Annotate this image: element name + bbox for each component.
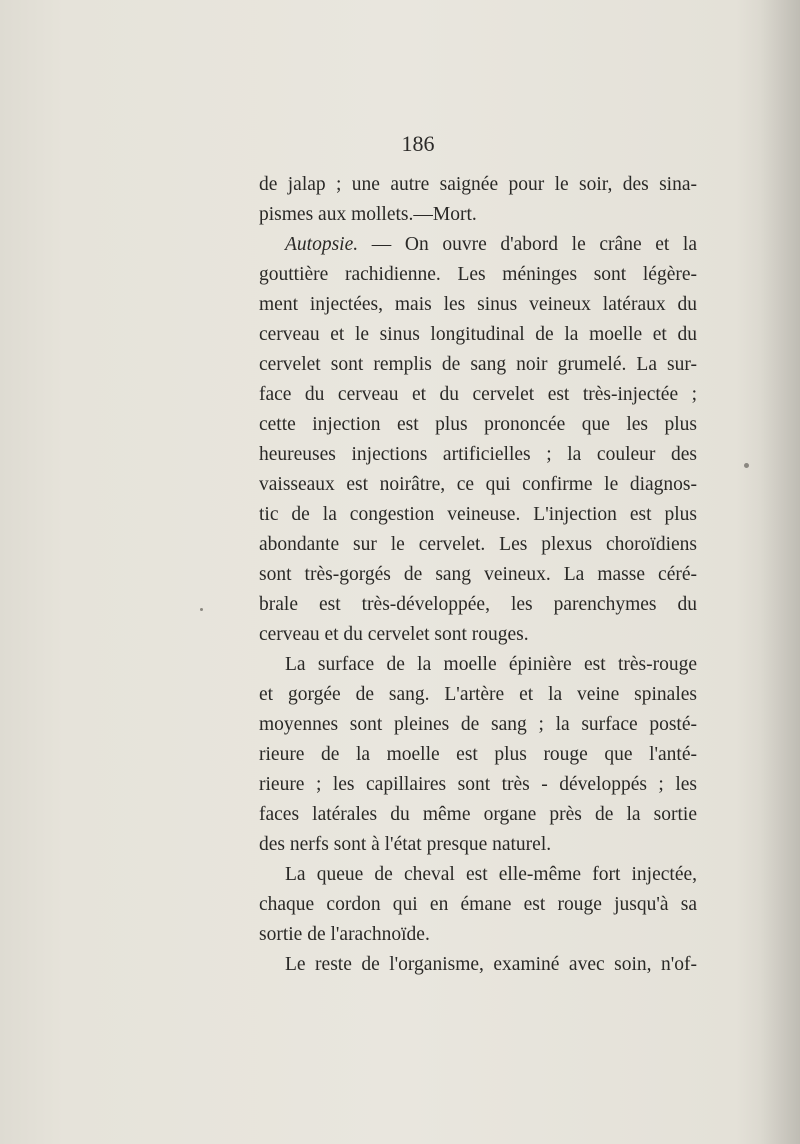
- text-line: Le reste de l'organisme, examiné avec soin, n'of-: [285, 954, 697, 975]
- text-line: abondante sur le cervelet. Les plexus choroïdiens: [259, 534, 697, 555]
- text-line: cerveau et du cervelet sont rouges.: [259, 624, 529, 645]
- text-line: heureuses injections artificielles ; la couleur des: [259, 444, 697, 465]
- page-number: 186: [401, 131, 435, 156]
- paper-speck: [200, 608, 203, 611]
- page-edge-shadow: [760, 0, 800, 1144]
- text-line: faces latérales du même organe près de la sortie: [259, 804, 697, 825]
- text-line: cervelet sont remplis de sang noir grumelé. La sur-: [259, 354, 697, 375]
- text-line: La surface de la moelle épinière est très-rouge: [285, 654, 697, 675]
- text-line: cette injection est plus prononcée que les plus: [259, 414, 697, 435]
- text-line: face du cerveau et du cervelet est très-injectée ;: [259, 384, 697, 405]
- text-line: pismes aux mollets.—Mort.: [259, 204, 477, 225]
- text-line: des nerfs sont à l'état presque naturel.: [259, 834, 552, 855]
- text-line: de jalap ; une autre saignée pour le soir, des sina-: [259, 174, 697, 195]
- text-line: brale est très-développée, les parenchymes du: [259, 594, 697, 615]
- text-line: rieure ; les capillaires sont très - développés ; les: [259, 774, 697, 795]
- text-line: La queue de cheval est elle-même fort injectée,: [285, 864, 697, 885]
- text-line: sortie de l'arachnoïde.: [259, 924, 430, 945]
- text-line: vaisseaux est noirâtre, ce qui confirme le diagnos-: [259, 474, 697, 495]
- autopsie-heading: Autopsie.: [285, 234, 359, 255]
- text-line: chaque cordon qui en émane est rouge jusqu'à sa: [259, 894, 697, 915]
- text-line: gouttière rachidienne. Les méninges sont légère-: [259, 264, 697, 285]
- body-text: [259, 170, 697, 980]
- text-line: rieure de la moelle est plus rouge que l'anté-: [259, 744, 697, 765]
- text-line: tic de la congestion veineuse. L'injection est plus: [259, 504, 697, 525]
- text-line: sont très-gorgés de sang veineux. La masse céré-: [259, 564, 697, 585]
- text-line: moyennes sont pleines de sang ; la surface posté-: [259, 714, 697, 735]
- text-line: cerveau et le sinus longitudinal de la moelle et du: [259, 324, 697, 345]
- text-line-autopsie: [259, 230, 697, 260]
- paper-speck: [744, 463, 749, 468]
- text-line: ment injectées, mais les sinus veineux latéraux du: [259, 294, 697, 315]
- text-line-continuation: — On ouvre d'abord le crâne et la: [371, 234, 698, 255]
- text-line: et gorgée de sang. L'artère et la veine spinales: [259, 684, 697, 705]
